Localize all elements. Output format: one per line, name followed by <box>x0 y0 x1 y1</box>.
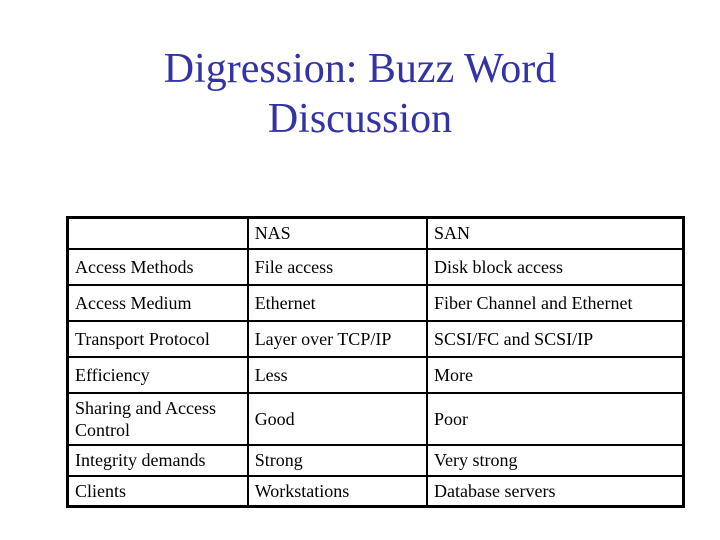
table-cell: SCSI/FC and SCSI/IP <box>427 321 683 357</box>
table-cell: Access Medium <box>68 285 248 321</box>
table-cell: File access <box>248 249 427 285</box>
table-cell: Workstations <box>248 476 427 507</box>
table-cell: Less <box>248 357 427 393</box>
table-cell: Integrity demands <box>68 445 248 476</box>
table-cell: Very strong <box>427 445 683 476</box>
table-cell: Transport Protocol <box>68 321 248 357</box>
table-row <box>68 357 684 393</box>
table-cell: Good <box>248 393 427 445</box>
table-row <box>68 445 684 476</box>
table-header-cell <box>68 218 248 249</box>
table-header-cell: NAS <box>248 218 427 249</box>
table-cell: Database servers <box>427 476 683 507</box>
table-cell: Strong <box>248 445 427 476</box>
table-row <box>68 393 684 445</box>
table-header-row <box>68 218 684 249</box>
slide-title-line-2: Discussion <box>267 96 453 142</box>
table-cell: Poor <box>427 393 683 445</box>
table-cell: More <box>427 357 683 393</box>
table-cell: Fiber Channel and Ethernet <box>427 285 683 321</box>
table-row <box>68 321 684 357</box>
table-cell: Ethernet <box>248 285 427 321</box>
table-cell: Layer over TCP/IP <box>248 321 427 357</box>
table-row <box>68 285 684 321</box>
table-cell: Access Methods <box>68 249 248 285</box>
slide-title-line-1: Digression: Buzz Word <box>163 46 557 92</box>
table-cell: Efficiency <box>68 357 248 393</box>
table-cell: Clients <box>68 476 248 507</box>
table-header-cell: SAN <box>427 218 683 249</box>
table-row <box>68 249 684 285</box>
comparison-table <box>66 216 685 508</box>
table-row <box>68 476 684 507</box>
table-cell: Disk block access <box>427 249 683 285</box>
slide-title <box>60 44 660 144</box>
table-cell: Sharing and Access Control <box>68 393 248 445</box>
